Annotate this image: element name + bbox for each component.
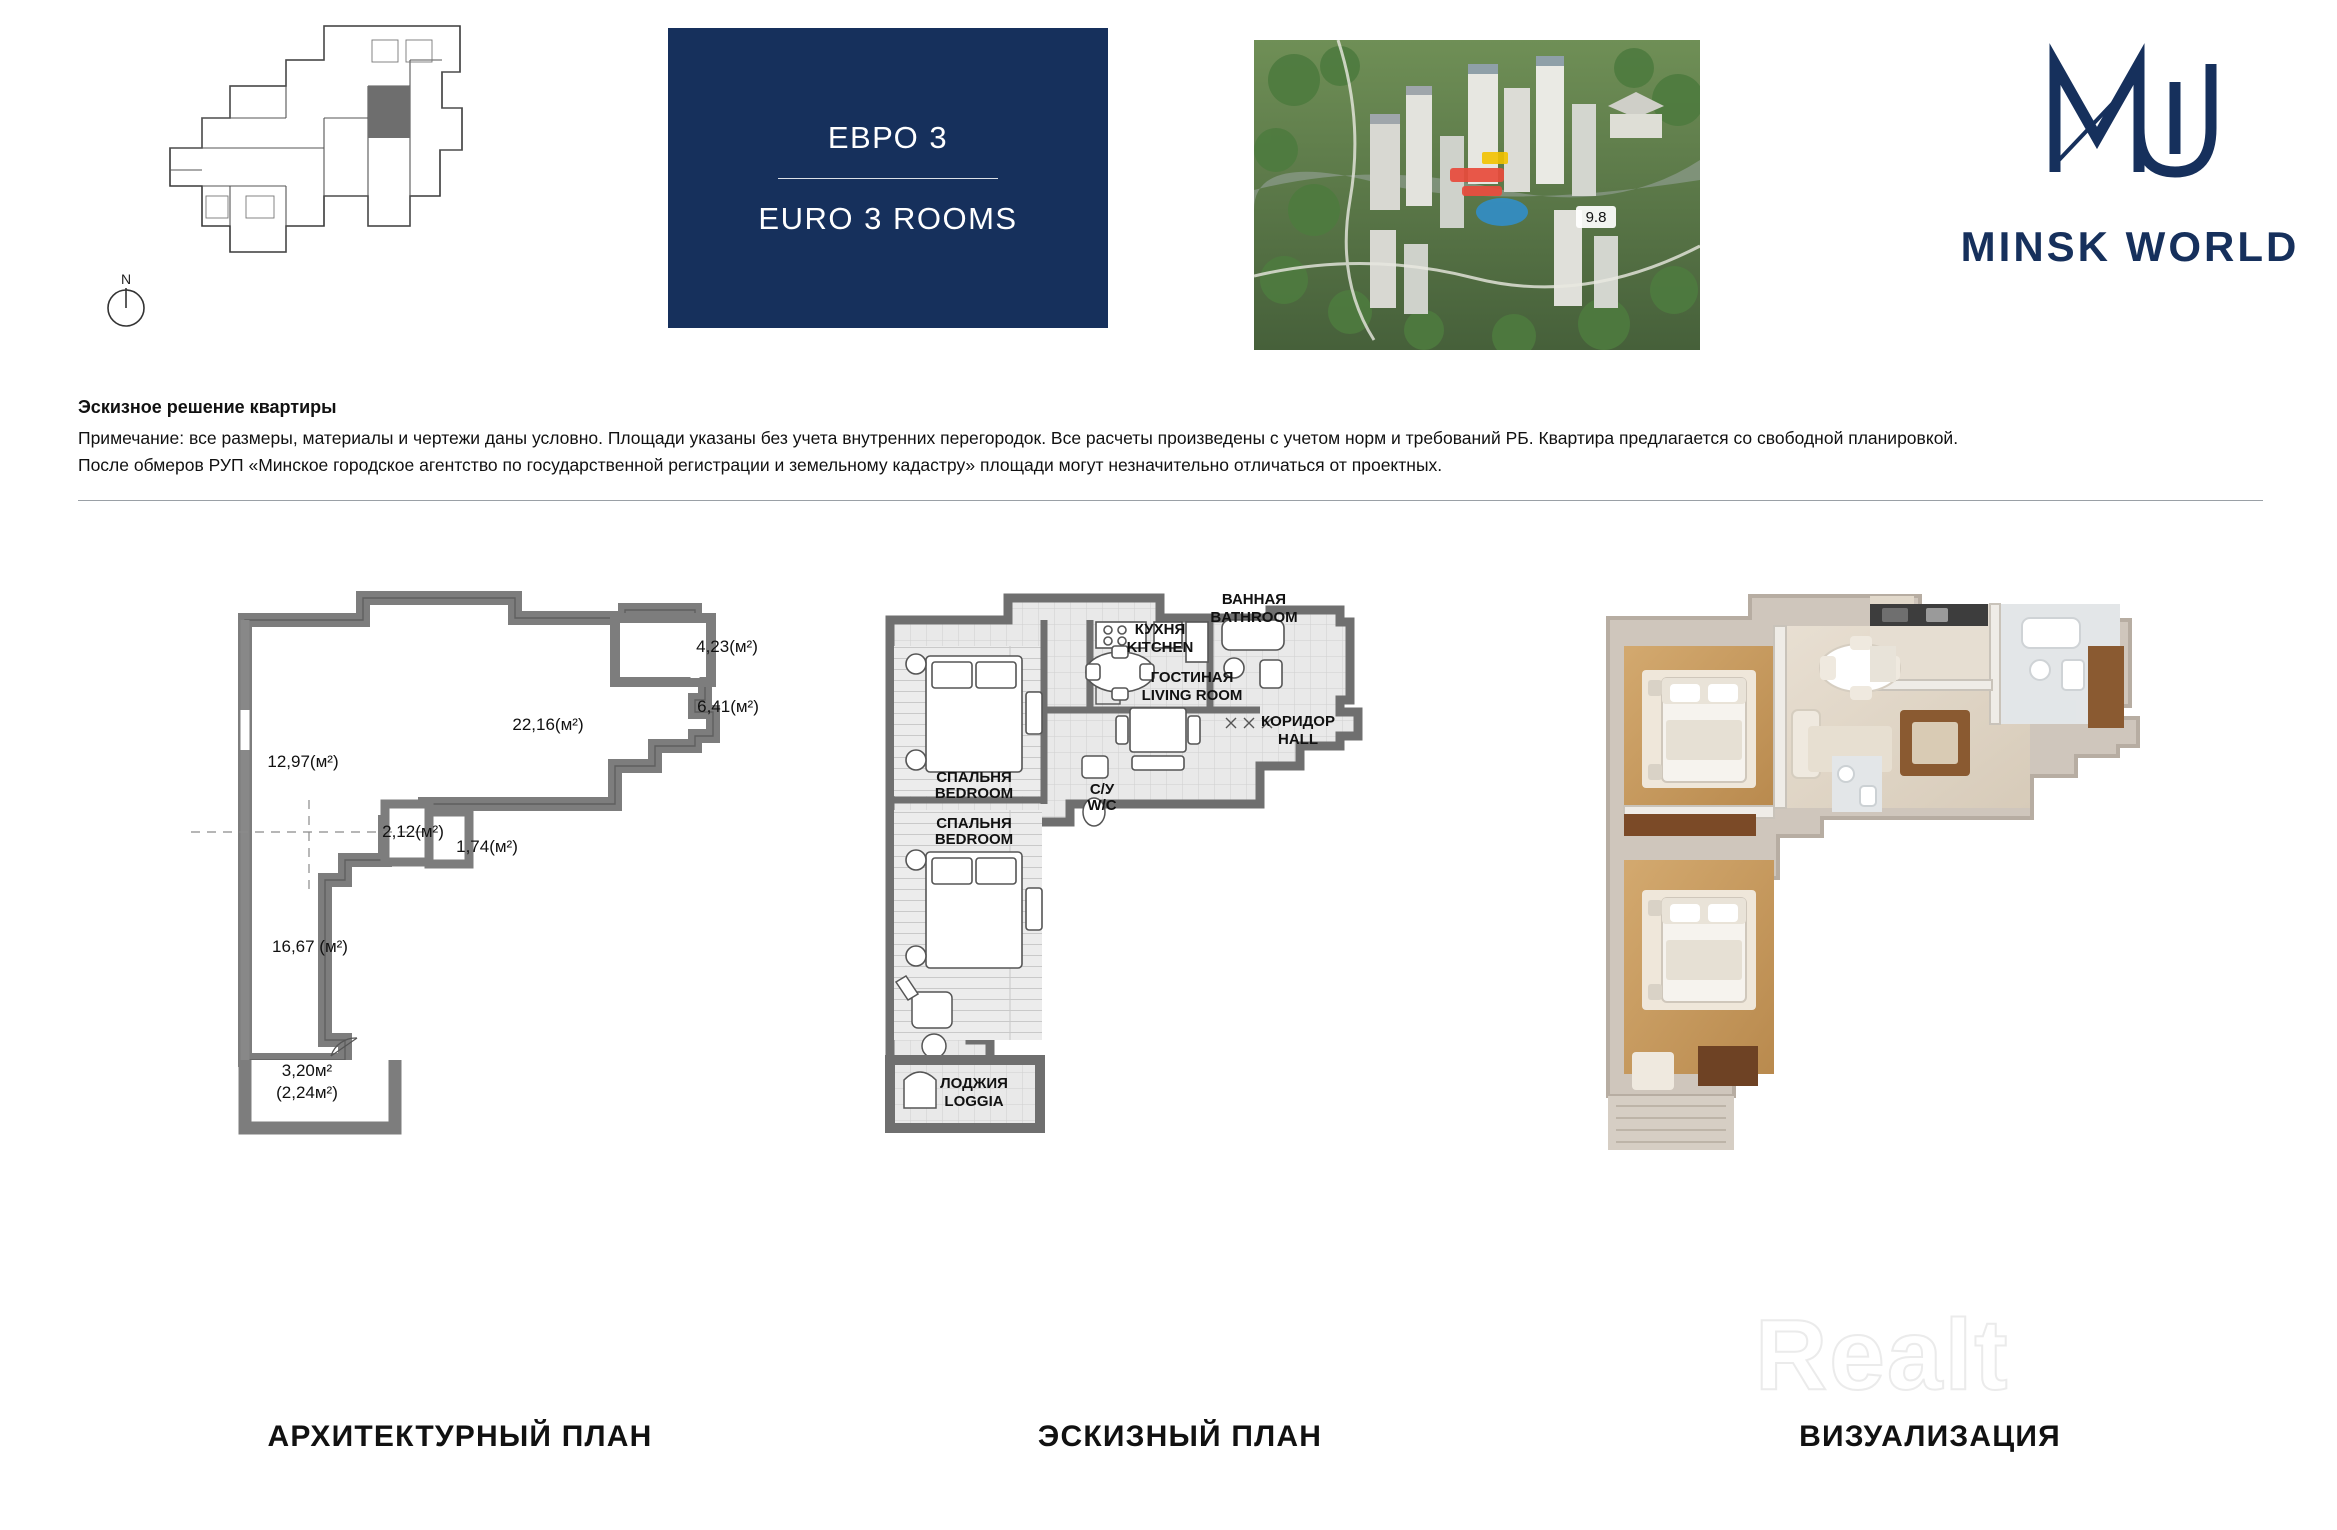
room-label-loggia-en: LOGGIA	[944, 1093, 1004, 1110]
room-label-wc-ru: С/У	[1089, 781, 1115, 798]
brand-block	[1940, 30, 2320, 330]
horizontal-divider	[78, 500, 2263, 501]
area-label: 12,97(м²)	[267, 752, 339, 771]
room-label-kitchen-en: KITCHEN	[1126, 639, 1194, 656]
room-label-bathroom-en: BATHROOM	[1210, 609, 1298, 626]
room-label-living-en: LIVING ROOM	[1141, 687, 1243, 704]
sketch-plan	[830, 560, 1530, 1380]
watermark: Realt	[1755, 1299, 2010, 1411]
architectural-plan	[95, 560, 815, 1380]
room-label-bathroom-ru: ВАННАЯ	[1221, 591, 1287, 608]
apartment-type-title	[668, 28, 1108, 328]
title-divider	[778, 178, 998, 179]
note-block	[78, 394, 2258, 479]
plans-row	[0, 560, 2337, 1380]
area-label: 4,23(м²)	[696, 637, 758, 656]
aerial-marker-label: 9.8	[1585, 209, 1607, 226]
area-label: 22,16(м²)	[512, 715, 584, 734]
area-label: 2,12(м²)	[382, 822, 444, 841]
note-title: Эскизное решение квартиры	[78, 397, 337, 417]
area-label: 3,20м²	[281, 1061, 333, 1080]
room-label-wc-en: W/C	[1087, 797, 1117, 814]
caption-architectural: АРХИТЕКТУРНЫЙ ПЛАН	[267, 1420, 653, 1453]
room-label-bedroom2-en: BEDROOM	[934, 831, 1014, 848]
mw-logo-icon	[2035, 42, 2225, 197]
area-label: 1,74(м²)	[456, 837, 518, 856]
title-english: EURO 3 ROOMS	[758, 200, 1018, 236]
aerial-complex-image	[1254, 40, 1700, 350]
visualization-3d	[1570, 560, 2310, 1380]
room-label-hall-ru: КОРИДОР	[1261, 713, 1335, 730]
room-label-kitchen-ru: КУХНЯ	[1134, 621, 1186, 638]
room-label-bedroom1-ru: СПАЛЬНЯ	[936, 769, 1012, 786]
captions-row	[0, 1420, 2337, 1480]
area-label: (2,24м²)	[276, 1083, 338, 1102]
header	[0, 0, 2337, 370]
title-russian: ЕВРО 3	[827, 119, 949, 155]
key-plan-thumbnail	[110, 20, 530, 310]
svg-text:N: N	[120, 272, 132, 287]
area-label: 6,41(м²)	[697, 697, 759, 716]
brand-name: MINSK WORLD	[1960, 223, 2300, 270]
note-line-1: Примечание: все размеры, материалы и чертежи даны условно. Площади указаны без учета внутренних перегородок. Все расчеты произведены с учетом норм и требований РБ. Квартира предлагается со свободной планировкой.	[78, 427, 1959, 448]
room-label-bedroom1-en: BEDROOM	[934, 785, 1014, 802]
room-label-loggia-ru: ЛОДЖИЯ	[940, 1075, 1008, 1092]
caption-visualization: ВИЗУАЛИЗАЦИЯ	[1799, 1420, 2061, 1453]
room-label-bedroom2-ru: СПАЛЬНЯ	[936, 815, 1012, 832]
caption-sketch: ЭСКИЗНЫЙ ПЛАН	[1037, 1420, 1323, 1453]
note-line-2: После обмеров РУП «Минское городское агентство по государственной регистрации и земельному кадастру» площади могут незначительно отличаться от проектных.	[78, 455, 1443, 476]
compass-icon	[96, 272, 156, 332]
room-label-hall-en: HALL	[1278, 731, 1318, 748]
room-label-living-ru: ГОСТИНАЯ	[1150, 669, 1234, 686]
area-label: 16,67 (м²)	[272, 937, 348, 956]
